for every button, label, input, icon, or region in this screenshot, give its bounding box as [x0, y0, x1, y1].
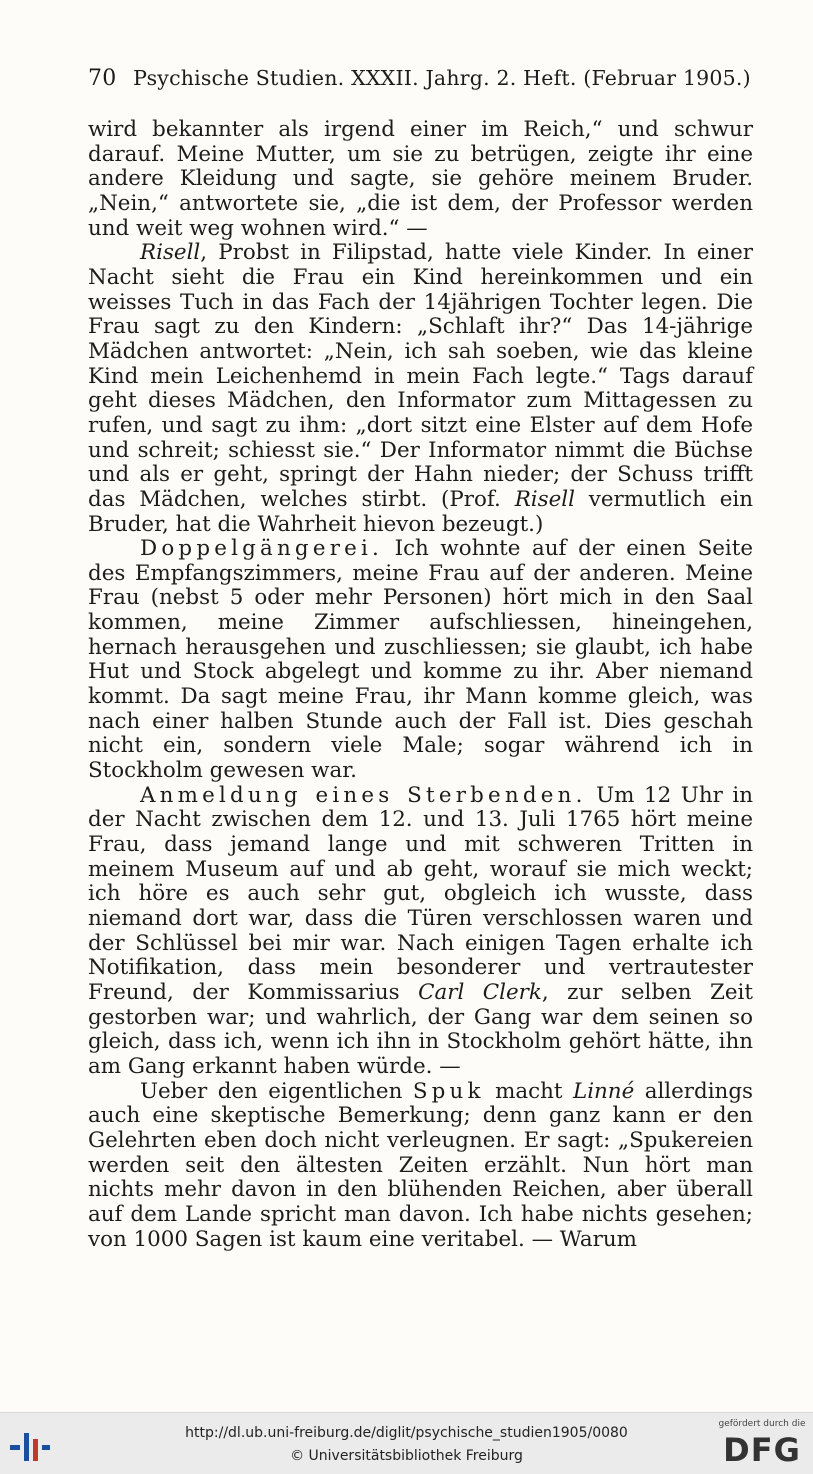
- section-heading: Doppelgängerei.: [140, 536, 384, 562]
- person-name: Risell: [514, 486, 575, 512]
- dfg-logo: [716, 1419, 808, 1471]
- paragraph-text: Ich wohnte auf der einen Seite des Empfangszimmers, meine Frau auf der anderen. Meine Frau (nebst 5 oder mehr Personen) hört mich in den Saal kommen, meine Zimmer aufschliessen, hineingehen, hernach herausgehen und zuschliessen; sie glaubt, ich habe Hut und Stock abgelegt und komme zu ihr. Aber niemand kommt. Da sagt meine Frau, ihr Mann komme gleich, was nach einer halben Stunde auch der Fall ist. Dies geschah nicht ein, sondern viele Male; sogar während ich in Stockholm gewesen war.: [88, 536, 753, 784]
- running-title: Psychische Studien. XXXII. Jahrg. 2. Heft. (Februar 1905.): [133, 66, 751, 90]
- paragraph-5: [88, 1080, 753, 1253]
- paragraph-4: [88, 784, 753, 1080]
- person-name: Carl Clerk: [418, 979, 542, 1005]
- paragraph-text: Um 12 Uhr in der Nacht zwischen dem 12. und 13. Juli 1765 hört meine Frau, dass jemand lange und mit schweren Tritten in meinem Museum auf und ab geht, worauf sie mich weckt; ich höre es auch sehr gut, obgleich ich wusste, dass niemand dort war, dass die Türen verschlossen waren und der Schlüssel bei mir war. Nach einigen Tagen erhalte ich Notifikation, dass mein besonderer und vertrautester Freund, der Kommissarius: [88, 782, 753, 1005]
- paragraph-text: Ueber den eigentlichen: [140, 1078, 413, 1104]
- person-name: Risell: [140, 240, 201, 266]
- paragraph-2: [88, 241, 753, 537]
- spaced-word: Spuk: [412, 1078, 485, 1104]
- sponsor-caption: gefördert durch die: [718, 1419, 806, 1429]
- page-body: [88, 118, 753, 1252]
- paragraph-3: [88, 537, 753, 784]
- paragraph-text: macht: [484, 1078, 573, 1104]
- paragraph-1: wird bekannter als irgend einer im Reich,“ und schwur darauf. Meine Mutter, um sie zu betrügen, zeigte ihr eine andere Kleidung und sagte, sie gehöre meinem Bruder. „Nein,“ antwortete sie, „die ist dem, der Professor werden und weit weg wohnen wird.“ —: [88, 117, 753, 241]
- dfg-logo-icon: DFG: [723, 1431, 801, 1469]
- copyright-notice: © Universitätsbibliothek Freiburg: [290, 1448, 523, 1464]
- page-number: 70: [88, 66, 117, 91]
- document-url[interactable]: http://dl.ub.uni-freiburg.de/diglit/psychische_studien1905/0080: [185, 1425, 628, 1441]
- paragraph-text: vermutlich ein Bruder, hat die Wahrheit hievon bezeugt.): [88, 486, 753, 537]
- paragraph-text: allerdings auch eine skeptische Bemerkung; denn ganz kann er den Gelehrten eben doch nicht verleugnen. Er sagt: „Spukereien werden seit den ältesten Zeiten erzählt. Nun hört man nichts mehr davon in den blühenden Reichen, aber überall auf dem Lande spricht man davon. Ich habe nichts gesehen; von 1000 Sagen ist kaum eine veritabel. — Warum: [88, 1078, 753, 1252]
- paragraph-text: , Probst in Filipstad, hatte viele Kinder. In einer Nacht sieht die Frau ein Kind hereinkommen und ein weisses Tuch in das Fach der 14jährigen Tochter legen. Die Frau sagt zu den Kindern: „Schlaft ihr?“ Das 14-jährige Mädchen antwortet: „Nein, ich sah soeben, wie das kleine Kind mein Leichenhemd in mein Fach legte.“ Tags darauf geht dieses Mädchen, den Informator zum Mittagessen zu rufen, und sagt zu ihm: „dort sitzt eine Elster auf dem Hofe und schreit; schiesst sie.“ Der Informator nimmt die Büchse und als er geht, springt der Hahn nieder; der Schuss trifft das Mädchen, welches stirbt. (Prof.: [88, 240, 753, 512]
- person-name: Linné: [572, 1078, 635, 1104]
- section-heading: Anmeldung eines Sterbenden.: [140, 782, 587, 808]
- viewer-footer: [0, 1412, 813, 1474]
- paragraph-text: , zur selben Zeit gestorben war; und wahrlich, der Gang war dem seinen so gleich, dass ich, wenn ich ihn in Stockholm gehört hätte, ihn am Gang erkannt haben würde. —: [88, 979, 753, 1079]
- running-header: [88, 66, 750, 91]
